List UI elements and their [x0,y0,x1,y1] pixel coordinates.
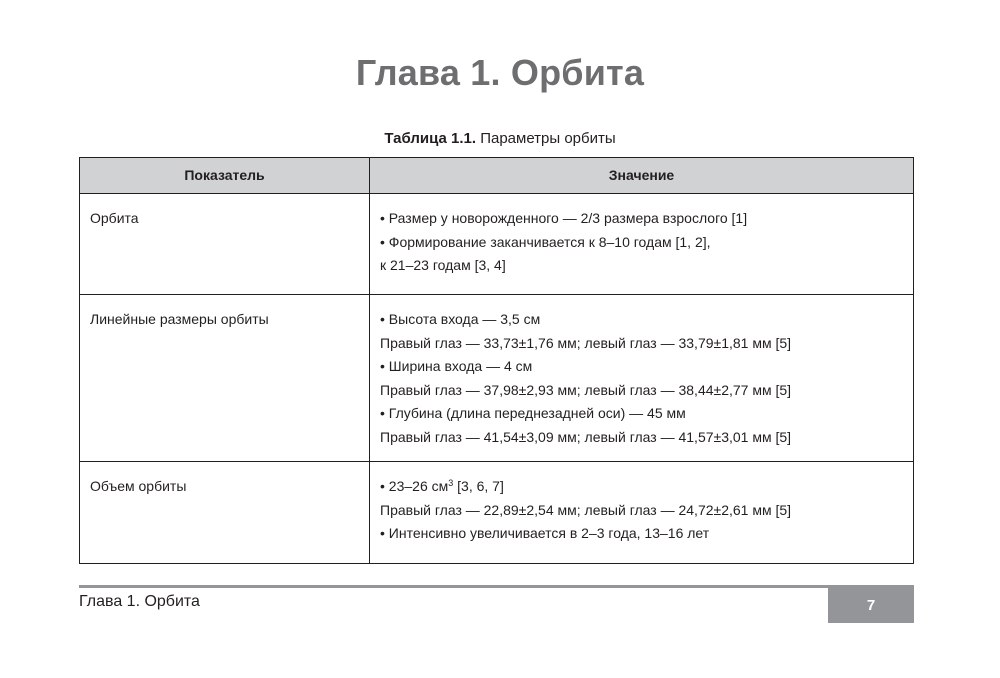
parameter-cell: Линейные размеры орбиты [80,295,370,462]
header-parameter: Показатель [80,158,370,194]
table-row [80,295,914,462]
table-caption [0,130,1000,147]
value-cell [370,462,914,564]
volume-references: [3, 6, 7] [453,478,504,494]
footer-chapter-title: Глава 1. Орбита [79,593,200,610]
table-row [80,462,914,564]
page-number: 7 [828,588,914,623]
volume-exponent: 3 [448,478,454,488]
orbit-parameters-table [79,157,914,564]
footer-divider [79,585,914,588]
value-line: Правый глаз — 37,98±2,93 мм; левый глаз — 38,44±2,77 мм [5] [380,381,792,398]
value-line: • Интенсивно увеличивается в 2–3 года, 13–16 лет [380,522,903,546]
parameter-cell: Объем орбиты [80,462,370,564]
table-caption-text: Параметры орбиты [476,130,616,147]
value-line: Правый глаз — 33,73±1,76 мм; левый глаз — 33,79±1,81 мм [5] [380,334,792,351]
value-line: • Высота входа — 3,5 см [380,308,903,332]
value-line: Правый глаз — 22,89±2,54 мм; левый глаз — 24,72±2,61 мм [5] [380,501,792,518]
value-line [380,475,903,499]
chapter-title: Глава 1. Орбита [355,52,645,93]
value-line: к 21–23 годам [3, 4] [380,257,506,273]
value-cell [370,194,914,295]
value-line: • Ширина входа — 4 см [380,355,903,379]
value-line: • Размер у новорожденного — 2/3 размера взрослого [1] [380,207,903,231]
value-line: • Формирование заканчивается к 8–10 годам [1, 2], [380,231,903,255]
table-header-row [80,158,914,194]
volume-range: 23–26 см [388,478,449,494]
header-value: Значение [370,158,914,194]
value-line: • Глубина (длина переднезадней оси) — 45 мм [380,402,903,426]
value-line: Правый глаз — 41,54±3,09 мм; левый глаз — 41,57±3,01 мм [5] [380,428,792,445]
table-caption-label: Таблица 1.1. [384,130,477,147]
value-cell [370,295,914,462]
parameter-cell: Орбита [80,194,370,295]
table-row [80,194,914,295]
